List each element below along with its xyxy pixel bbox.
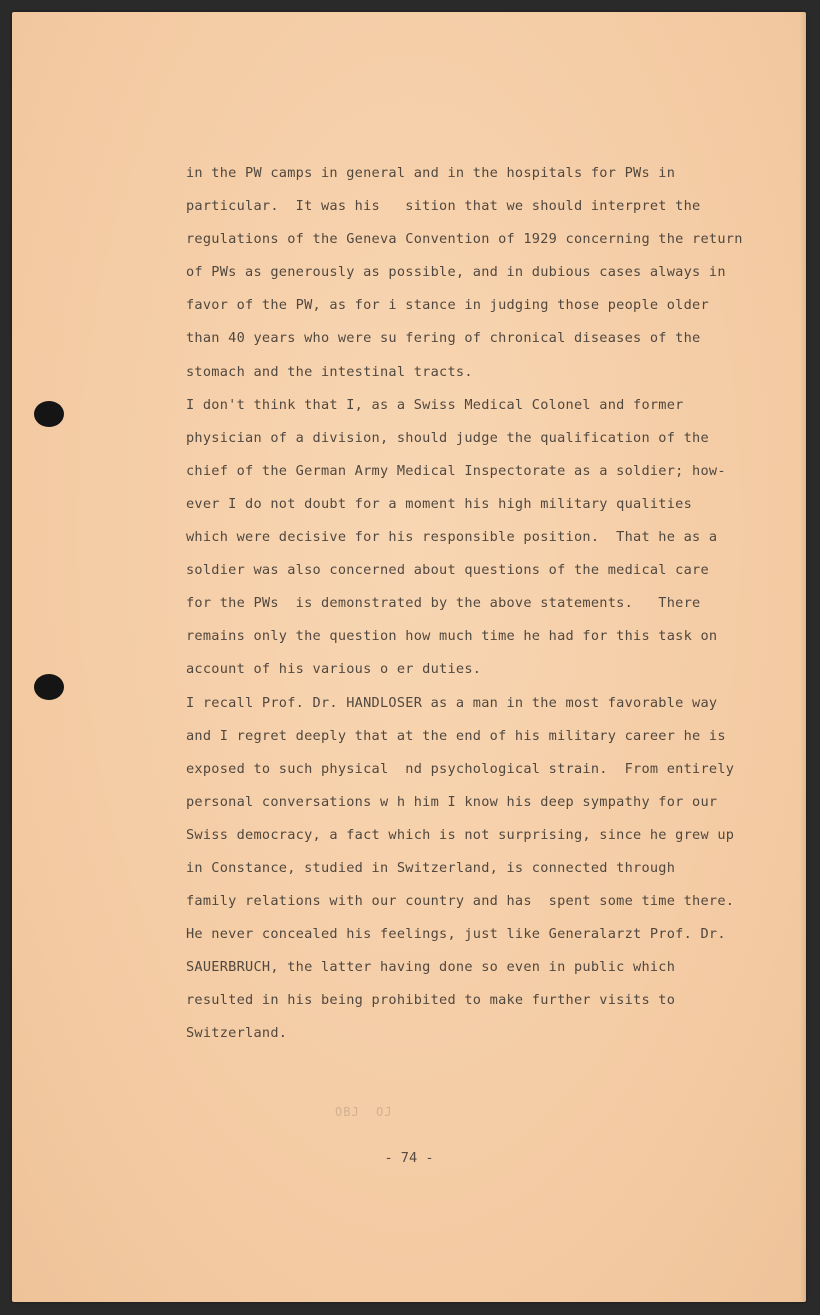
page-number: - 74 -: [384, 1150, 434, 1166]
text-line: in the PW camps in general and in the hospitals for PWs in: [186, 165, 676, 181]
document-page: [12, 12, 806, 1302]
text-line: personal conversations w h him I know his deep sympathy for our: [186, 793, 718, 810]
text-line: in Constance, studied in Switzerland, is connected through: [186, 859, 676, 876]
text-line: for the PWs is demonstrated by the above statements. There: [186, 595, 701, 612]
text-line: He never concealed his feelings, just like Generalarzt Prof. Dr.: [186, 926, 726, 943]
text-line: of PWs as generously as possible, and in dubious cases always in: [186, 264, 726, 281]
text-line: chief of the German Army Medical Inspectorate as a soldier; how-: [186, 462, 726, 479]
text-line: which were decisive for his responsible position. That he as a: [186, 529, 718, 546]
text-line: family relations with our country and has spent some time there.: [186, 893, 735, 910]
text-line: favor of the PW, as for i stance in judging those people older: [186, 297, 709, 314]
text-line: SAUERBRUCH, the latter having done so even in public which: [186, 959, 676, 976]
text-line: resulted in his being prohibited to make further visits to: [186, 992, 676, 1009]
paper-edge-shading: [800, 12, 806, 1302]
text-line: regulations of the Geneva Convention of 1929 concerning the return: [186, 231, 743, 248]
text-line: I recall Prof. Dr. HANDLOSER as a man in the most favorable way: [186, 694, 718, 711]
punch-hole-bottom: [34, 674, 64, 700]
text-line: and I regret deeply that at the end of his military career he is: [186, 727, 726, 744]
text-line: exposed to such physical nd psychological strain. From entirely: [186, 760, 735, 777]
typewritten-body: [186, 157, 746, 1051]
text-line: remains only the question how much time he had for this task on: [186, 628, 718, 645]
text-line: Switzerland.: [186, 1025, 288, 1042]
text-line: I don't think that I, as a Swiss Medical Colonel and former: [186, 396, 684, 413]
text-line: stomach and the intestinal tracts.: [186, 363, 473, 380]
text-line: than 40 years who were su fering of chronical diseases of the: [186, 330, 701, 347]
text-line: ever I do not doubt for a moment his high military qualities: [186, 495, 693, 512]
text-line: account of his various o er duties.: [186, 661, 482, 678]
text-line: soldier was also concerned about questions of the medical care: [186, 562, 709, 579]
faint-bleed-through-mark: OBJ OJ: [335, 1105, 434, 1119]
text-line: physician of a division, should judge the qualification of the: [186, 429, 709, 446]
punch-hole-top: [34, 401, 64, 427]
text-line: particular. It was his sition that we should interpret the: [186, 198, 701, 215]
text-line: Swiss democracy, a fact which is not surprising, since he grew up: [186, 826, 735, 843]
